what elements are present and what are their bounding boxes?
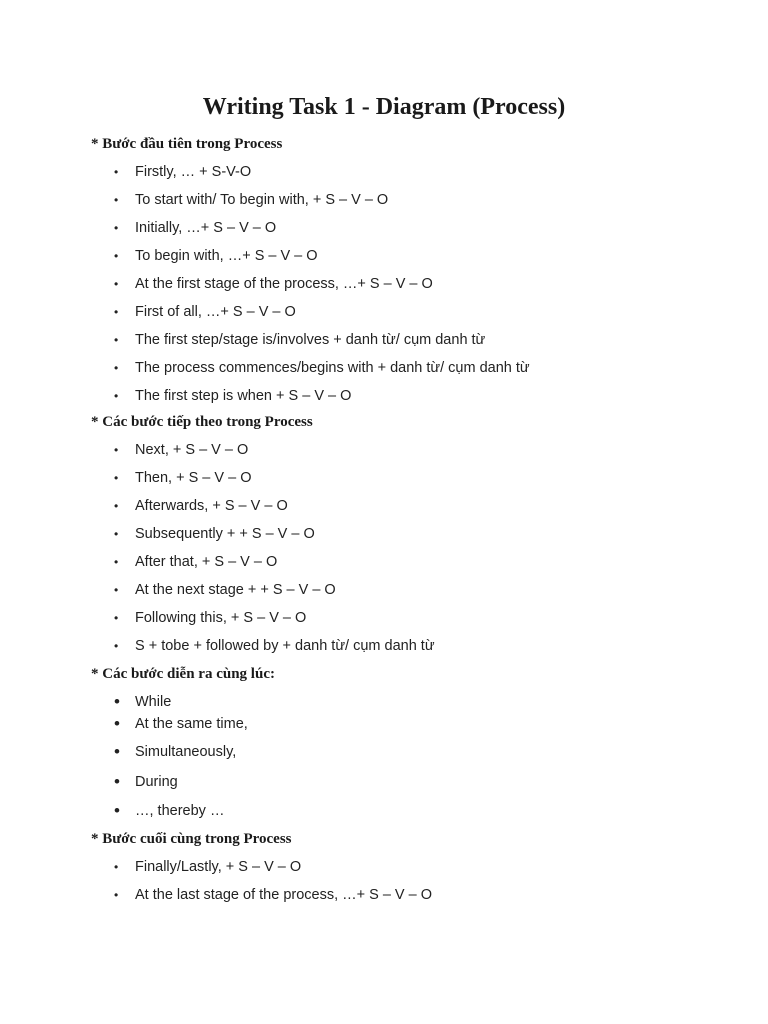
- bullet-icon: •: [114, 249, 119, 263]
- bullet-icon: •: [114, 471, 119, 485]
- bullet-icon: •: [114, 801, 120, 820]
- section-heading-simultaneous-steps: * Các bước diễn ra cùng lúc:: [91, 666, 275, 682]
- bullet-icon: •: [114, 888, 119, 902]
- bullet-icon: •: [114, 221, 119, 235]
- bullet-icon: •: [114, 527, 119, 541]
- bullet-icon: •: [114, 714, 120, 733]
- bullet-icon: •: [114, 583, 119, 597]
- section-heading-next-steps: * Các bước tiếp theo trong Process: [91, 414, 313, 430]
- document-page: Writing Task 1 - Diagram (Process) * Bước đầu tiên trong Process • Firstly, … + S-V-O • To start with/ To begin with, + S – V – O • Initially, …+ S – V – O • To begin with, …+ S – V – O • At the first stage of the process, …+ S – V – O • First of all, …+ S – V – O • The first step/stage is/involves + danh từ/ cụm danh từ • The process commences/begins with + danh từ/ cụm danh từ • The first step is when + S – V – O * Các bước tiếp theo trong Process • Next, + S – V – O • Then, + S – V – O • Afterwards, + S – V – O • Subsequently + + S – V – O • After that, + S – V – O • At the next stage + + S – V – O • Following this, + S – V – O • S + tobe + followed by + danh từ/ cụm danh từ * Các bước diễn ra cùng lúc: • While • At the same time, • Simultaneously, • During • …, thereby … * Bước cuối cùng trong Process • Finally/Lastly, + S – V – O • At the last stage of the process, …+ S – V – O: [0, 0, 768, 1024]
- bullet-icon: •: [114, 277, 119, 291]
- bullet-icon: •: [114, 443, 119, 457]
- bullet-icon: •: [114, 639, 119, 653]
- bullet-icon: •: [114, 333, 119, 347]
- bullet-icon: •: [114, 772, 120, 791]
- bullet-icon: •: [114, 611, 119, 625]
- bullet-icon: •: [114, 305, 119, 319]
- document-title: Writing Task 1 - Diagram (Process): [202, 94, 566, 120]
- section-heading-first-step: * Bước đầu tiên trong Process: [91, 136, 283, 152]
- bullet-icon: •: [114, 555, 119, 569]
- bullet-icon: •: [114, 193, 119, 207]
- bullet-icon: •: [114, 361, 119, 375]
- bullet-icon: •: [114, 389, 119, 403]
- bullet-icon: •: [114, 165, 119, 179]
- bullet-icon: •: [114, 499, 119, 513]
- bullet-icon: •: [114, 860, 119, 874]
- bullet-icon: •: [114, 692, 120, 711]
- section-heading-final-step: * Bước cuối cùng trong Process: [91, 831, 292, 847]
- bullet-icon: •: [114, 742, 120, 761]
